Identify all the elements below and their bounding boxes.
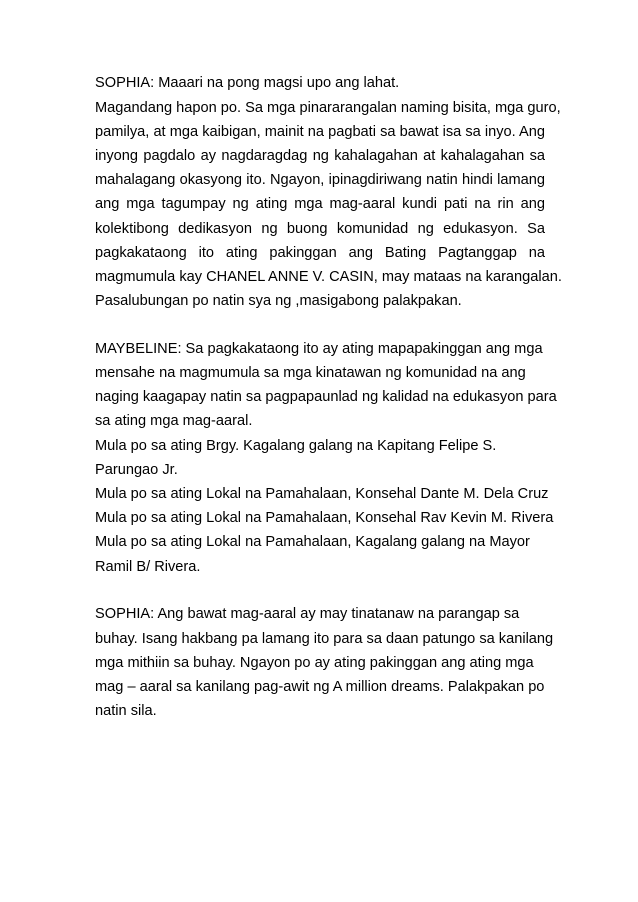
paragraph-line: magmumula kay CHANEL ANNE V. CASIN, may mataas na karangalan. xyxy=(95,268,562,285)
paragraph-line: pamilya, at mga kaibigan, mainit na pagbati sa bawat isa sa inyo. Ang xyxy=(95,123,545,140)
paragraph-gap xyxy=(95,579,545,603)
paragraph-gap xyxy=(95,313,545,337)
opening-line: SOPHIA: Maaari na pong magsi upo ang lahat. xyxy=(95,75,400,91)
maybeline-line: Mula po sa ating Brgy. Kagalang galang na Kapitang Felipe S. xyxy=(95,437,497,454)
maybeline-line: mensahe na magmumula sa mga kinatawan ng komunidad na ang xyxy=(95,365,526,382)
welcome-paragraph xyxy=(95,96,562,314)
maybeline-line: sa ating mga mag-aaral. xyxy=(95,413,253,430)
paragraph-line: ang mga tagumpay ng ating mga mag-aaral kundi pati na rin ang xyxy=(95,196,545,213)
paragraph-line: kolektibong dedikasyon ng buong komunidad ng edukasyon. Sa xyxy=(95,220,545,237)
maybeline-line: Mula po sa ating Lokal na Pamahalaan, Konsehal Rav Kevin M. Rivera xyxy=(95,510,554,527)
paragraph-line: Magandang hapon po. Sa mga pinararangalan naming bisita, mga guro, xyxy=(95,99,561,116)
maybeline-line: Mula po sa ating Lokal na Pamahalaan, Konsehal Dante M. Dela Cruz xyxy=(95,486,549,502)
section-sophia-opening xyxy=(95,72,562,313)
sophia-closing-line: mag – aaral sa kanilang pag-awit ng A million dreams. Palakpakan po xyxy=(95,678,545,695)
maybeline-line: Mula po sa ating Lokal na Pamahalaan, Kagalang galang na Mayor xyxy=(95,534,530,551)
paragraph-line: mahalagang okasyong ito. Ngayon, ipinagdiriwang natin hindi lamang xyxy=(95,172,545,189)
sophia-closing-line: SOPHIA: Ang bawat mag-aaral ay may tinatanaw na parangap sa xyxy=(95,606,520,623)
section-sophia-closing xyxy=(95,602,554,723)
sophia-closing-line: buhay. Isang hakbang pa lamang ito para sa daan patungo sa kanilang xyxy=(95,630,554,647)
paragraph-line: inyong pagdalo ay nagdaragdag ng kahalagahan at kahalagahan sa xyxy=(95,147,545,164)
paragraph-line: Pasalubungan po natin sya ng ,masigabong palakpakan. xyxy=(95,293,462,310)
document-page xyxy=(95,72,562,723)
sophia-closing-line: mga mithiin sa buhay. Ngayon po ay ating pakinggan ang ating mga xyxy=(95,654,534,671)
maybeline-line: Ramil B/ Rivera. xyxy=(95,558,201,575)
paragraph-line: pagkakataong ito ating pakinggan ang Bating Pagtanggap na xyxy=(95,244,545,261)
maybeline-line: naging kaagapay natin sa pagpapaunlad ng kalidad na edukasyon para xyxy=(95,389,557,406)
section-maybeline xyxy=(95,337,557,579)
maybeline-line: MAYBELINE: Sa pagkakataong ito ay ating mapapakinggan ang mga xyxy=(95,340,543,357)
sophia-closing-line: natin sila. xyxy=(95,703,157,720)
maybeline-line: Parungao Jr. xyxy=(95,461,178,478)
